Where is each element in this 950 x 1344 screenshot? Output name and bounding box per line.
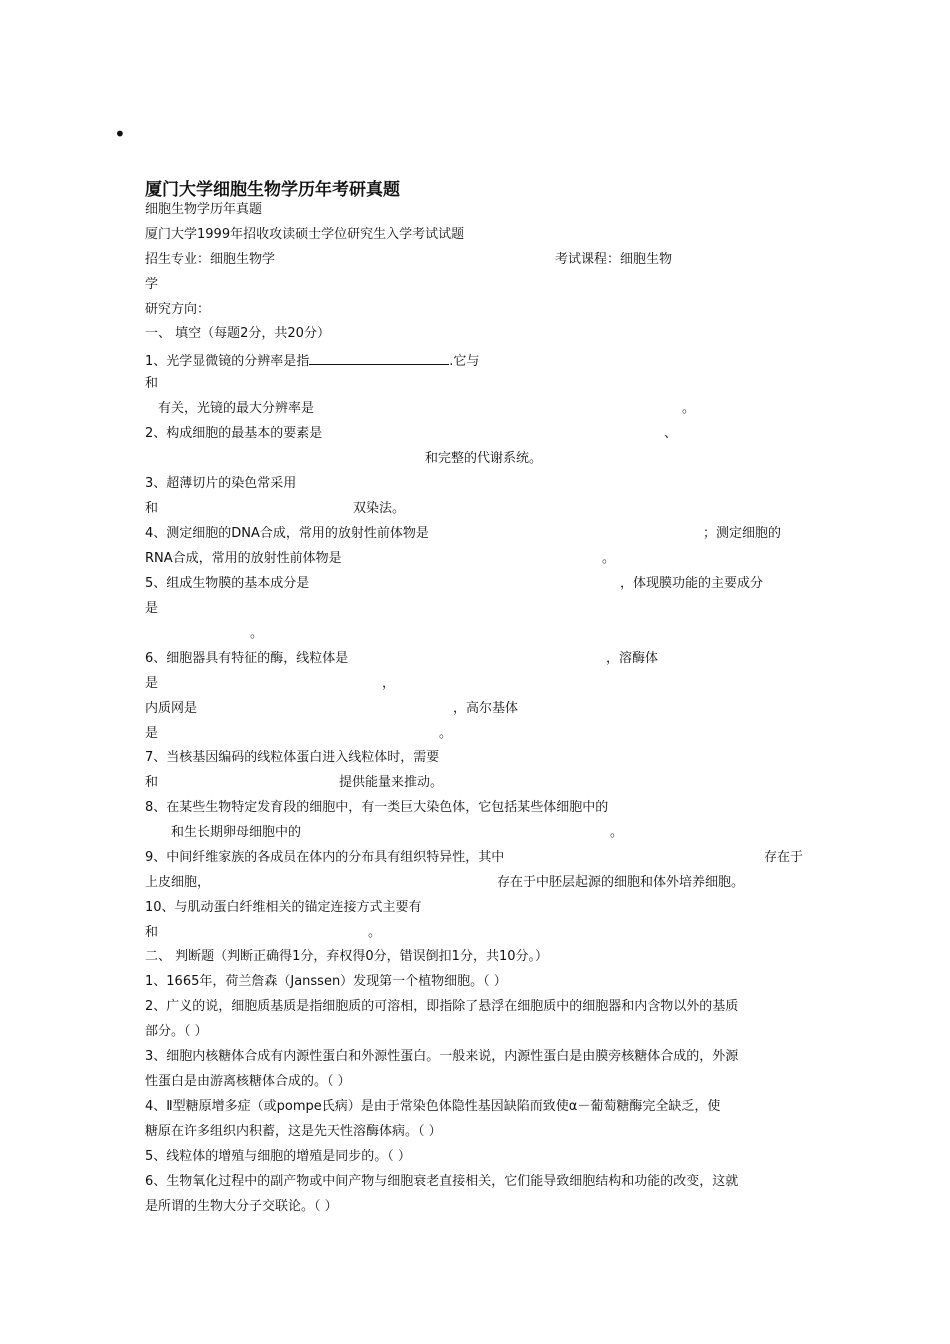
judge-4: 4、Ⅱ型糖原增多症（或pompe氏病）是由于常染色体隐性基因缺陷而致使α－葡萄糖酶完全缺乏，使 bbox=[145, 1099, 721, 1114]
q10-text: 10、与肌动蛋白纤维相关的锚定连接方式主要有 bbox=[145, 900, 422, 915]
q1-text: 1、光学显微镜的分辨率是指 bbox=[145, 354, 310, 369]
q2-text-c: 和完整的代谢系统。 bbox=[425, 451, 543, 466]
q1-text-d: 有关，光镜的最大分辨率是 bbox=[158, 401, 315, 416]
q1-line bbox=[145, 351, 479, 370]
q5-text: 5、组成生物膜的基本成分是 bbox=[145, 576, 310, 591]
q4-text-b: ；测定细胞的 bbox=[703, 526, 782, 541]
direction-label: 研究方向： bbox=[145, 302, 211, 317]
list-bullet: • bbox=[114, 122, 126, 146]
q1-blank[interactable] bbox=[309, 351, 449, 365]
q6-text-c: 是 bbox=[145, 676, 159, 691]
section2-heading: 二、 判断题（判断正确得1分，弃权得0分，错误倒扣1分，共10分。） bbox=[145, 949, 548, 964]
q3-text-c: 双染法。 bbox=[353, 501, 406, 516]
q2-sep: 、 bbox=[664, 426, 678, 441]
q4-end: 。 bbox=[602, 551, 616, 566]
judge-2: 2、广义的说，细胞质基质是指细胞质的可溶相，即指除了悬浮在细胞质中的细胞器和内含物以外的基质 bbox=[145, 999, 739, 1014]
q6-text-f: ，高尔基体 bbox=[453, 701, 519, 716]
q2-text: 2、构成细胞的最基本的要素是 bbox=[145, 426, 323, 441]
q1-end: 。 bbox=[682, 401, 696, 416]
section1-heading: 一、 填空（每题2分，共20分） bbox=[145, 326, 330, 341]
judge-4-cont: 糖原在许多组织内积蓄，这是先天性溶酶体病。（ ） bbox=[145, 1124, 442, 1139]
judge-1: 1、1665年，荷兰詹森（Janssen）发现第一个植物细胞。（ ） bbox=[145, 974, 507, 989]
q5-end: 。 bbox=[250, 626, 264, 641]
q1-text-b: .它与 bbox=[449, 354, 480, 369]
q6-end: 。 bbox=[439, 726, 453, 741]
subtitle: 细胞生物学历年真题 bbox=[145, 202, 263, 217]
course-label: 考试课程：细胞生物 bbox=[555, 252, 673, 267]
q10-end: 。 bbox=[368, 925, 382, 940]
q10-and: 和 bbox=[145, 925, 159, 940]
course-label-cont: 学 bbox=[145, 277, 159, 292]
q6-text-b: ，溶酶体 bbox=[606, 651, 659, 666]
q8-text: 8、在某些生物特定发育段的细胞中，有一类巨大染色体，它包括某些体细胞中的 bbox=[145, 800, 609, 815]
q7-and: 和 bbox=[145, 775, 159, 790]
judge-3-cont: 性蛋白是由游离核糖体合成的。（ ） bbox=[145, 1074, 351, 1089]
q6-text: 6、细胞器具有特征的酶，线粒体是 bbox=[145, 651, 349, 666]
q5-text-c: 是 bbox=[145, 601, 159, 616]
q6-text-g: 是 bbox=[145, 726, 159, 741]
q8-end: 。 bbox=[610, 825, 624, 840]
q7-text: 7、当核基因编码的线粒体蛋白进入线粒体时，需要 bbox=[145, 750, 440, 765]
judge-6-cont: 是所谓的生物大分子交联论。（ ） bbox=[145, 1199, 338, 1214]
judge-5: 5、线粒体的增殖与细胞的增殖是同步的。（ ） bbox=[145, 1149, 411, 1164]
q3-text: 3、超薄切片的染色常采用 bbox=[145, 476, 297, 491]
q6-sep: ， bbox=[382, 676, 396, 691]
q7-text-c: 提供能量来推动。 bbox=[339, 775, 444, 790]
q8-text-b: 和生长期卵母细胞中的 bbox=[171, 825, 302, 840]
judge-6: 6、生物氧化过程中的副产物或中间产物与细胞衰老直接相关，它们能导致细胞结构和功能的改变，这就 bbox=[145, 1174, 739, 1189]
major-label: 招生专业：细胞生物学 bbox=[145, 252, 276, 267]
judge-2-cont: 部分。（ ） bbox=[145, 1024, 208, 1039]
q9-text-c: 上皮细胞， bbox=[145, 875, 211, 890]
q4-text: 4、测定细胞的DNA合成，常用的放射性前体物是 bbox=[145, 526, 429, 541]
q3-and: 和 bbox=[145, 501, 159, 516]
q5-text-b: ，体现膜功能的主要成分 bbox=[620, 576, 764, 591]
q9-text-b: 存在于 bbox=[764, 850, 804, 865]
judge-3: 3、细胞内核糖体合成有内源性蛋白和外源性蛋白。一般来说，内源性蛋白是由膜旁核糖体合成的，外源 bbox=[145, 1049, 739, 1064]
page-title: 厦门大学细胞生物学历年考研真题 bbox=[145, 180, 400, 200]
q4-text-c: RNA合成，常用的放射性前体物是 bbox=[145, 551, 342, 566]
q6-text-e: 内质网是 bbox=[145, 701, 198, 716]
q9-text: 9、中间纤维家族的各成员在体内的分布具有组织特异性，其中 bbox=[145, 850, 505, 865]
q9-text-d: 存在于中胚层起源的细胞和体外培养细胞。 bbox=[497, 875, 745, 890]
exam-title: 厦门大学1999年招收攻读硕士学位研究生入学考试试题 bbox=[145, 227, 465, 242]
q1-and: 和 bbox=[145, 376, 159, 391]
